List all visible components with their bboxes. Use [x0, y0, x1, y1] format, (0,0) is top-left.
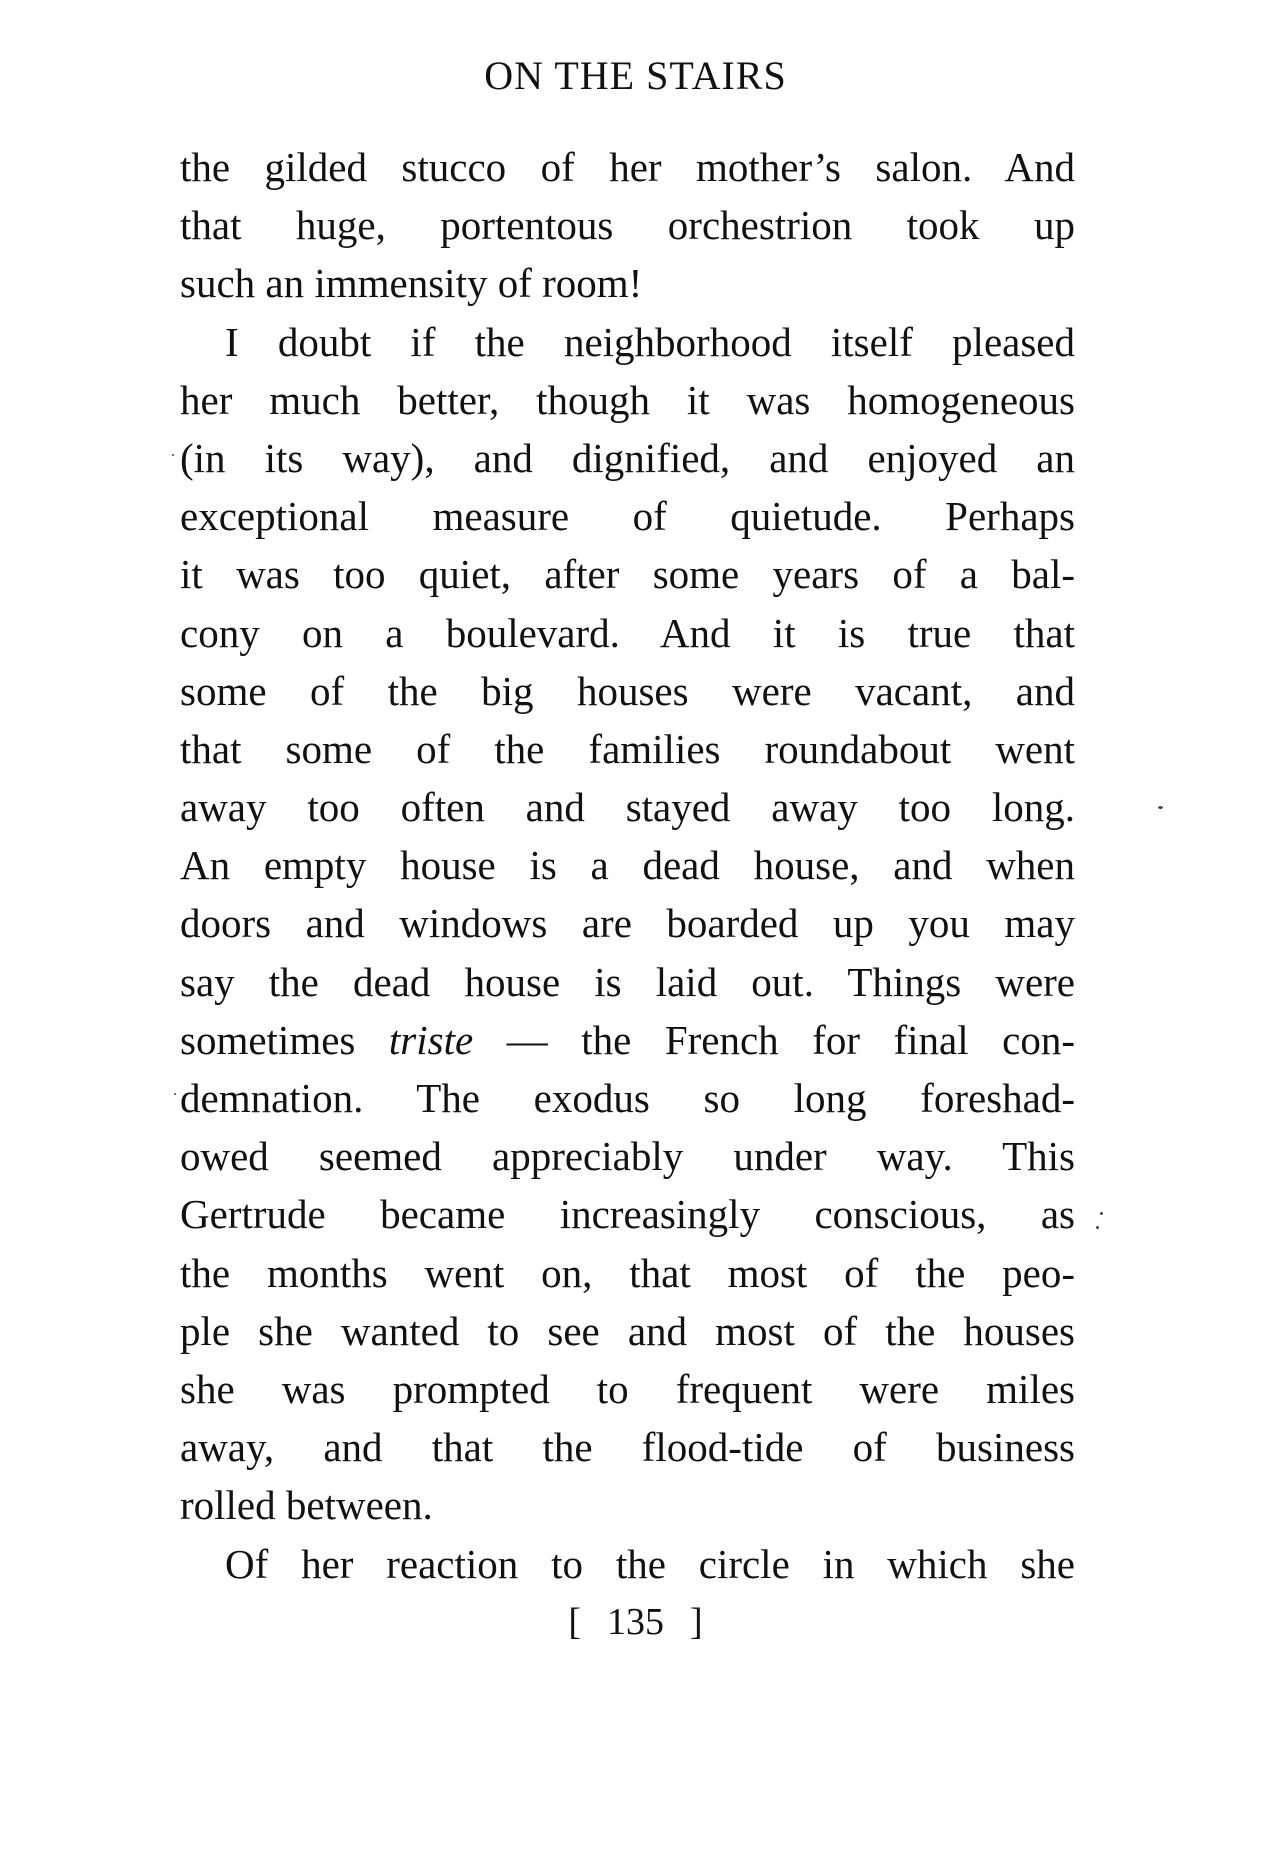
running-head: ON THE STAIRS	[484, 53, 787, 98]
italic-word: triste	[388, 1016, 474, 1063]
scan-speck	[1100, 1212, 1103, 1215]
text-line: away, and that the flood-tide of business	[180, 1424, 1075, 1471]
page-number	[0, 1600, 1271, 1644]
text-line: the months went on, that most of the peo-	[180, 1249, 1075, 1296]
text-line: away too often and stayed away too long.	[180, 784, 1075, 831]
text-line: sometimes triste — the French for final con-	[180, 1016, 1075, 1063]
text-line: demnation. The exodus so long foreshad-	[180, 1075, 1075, 1121]
text-line: some of the big houses were vacant, and	[180, 667, 1075, 714]
text-line: Of her reaction to the circle in which she	[225, 1540, 1075, 1587]
text-line: rolled between.	[180, 1482, 433, 1529]
scan-speck	[172, 454, 174, 456]
text-line: doors and windows are boarded up you may	[180, 900, 1075, 947]
text-line: she was prompted to frequent were miles	[180, 1365, 1075, 1412]
text-line: the gilded stucco of her mother’s salon. And	[180, 144, 1075, 190]
text-line: that huge, portentous orchestrion took up	[180, 202, 1075, 249]
paragraph-2	[180, 313, 1075, 1535]
text-line: Gertrude became increasingly conscious, as	[180, 1191, 1075, 1238]
text-line: it was too quiet, after some years of a bal-	[180, 551, 1075, 598]
text-line: ple she wanted to see and most of the houses	[180, 1307, 1075, 1354]
text-line: say the dead house is laid out. Things were	[180, 958, 1075, 1005]
text-line: owed seemed appreciably under way. This	[180, 1133, 1075, 1180]
text-line: I doubt if the neighborhood itself pleased	[225, 318, 1075, 365]
folio-close-bracket: ]	[690, 1601, 703, 1643]
text-line: such an immensity of room!	[180, 260, 643, 307]
text-line: (in its way), and dignified, and enjoyed an	[180, 434, 1075, 481]
body-text	[180, 138, 1075, 1593]
scan-speck	[1096, 1226, 1099, 1229]
text-line: that some of the families roundabout went	[180, 725, 1075, 772]
paragraph-3	[180, 1535, 1075, 1593]
text-line: her much better, though it was homogeneous	[180, 376, 1075, 423]
scan-speck	[1158, 806, 1163, 809]
folio-open-bracket: [	[568, 1601, 581, 1643]
text-line: cony on a boulevard. And it is true that	[180, 609, 1075, 656]
text-line: exceptional measure of quietude. Perhaps	[180, 493, 1075, 540]
text-line: An empty house is a dead house, and when	[180, 842, 1075, 889]
scan-speck	[174, 1093, 176, 1095]
paragraph-1	[180, 138, 1075, 313]
folio-number: 135	[607, 1601, 664, 1643]
